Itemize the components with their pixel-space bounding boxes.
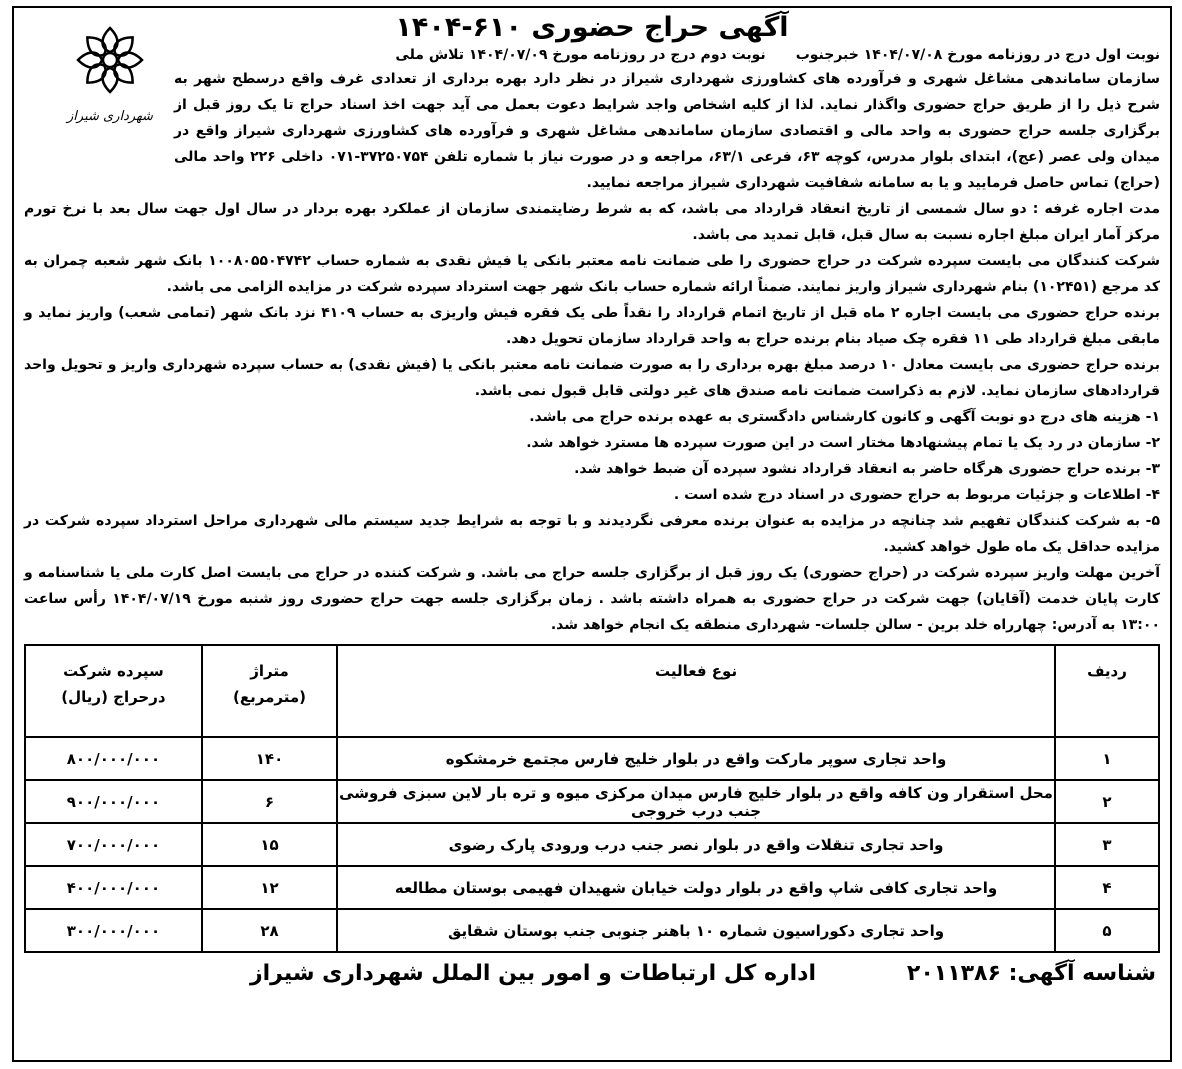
header-deposit-line1: سپرده شرکت — [63, 662, 164, 680]
header-deposit-line2: درحراج (ریال) — [61, 688, 166, 706]
cell-deposit: ۸۰۰/۰۰۰/۰۰۰ — [25, 737, 202, 780]
auction-items-table — [24, 644, 1160, 953]
cell-activity: واحد تجاری کافی شاپ واقع در بلوار دولت خیابان شهیدان فهیمی بوستان مطالعه — [337, 866, 1055, 909]
note-3: ۳- برنده حراج حضوری هرگاه حاضر به انعقاد قرارداد نشود سپرده آن ضبط خواهد شد. — [574, 461, 1160, 477]
cell-activity: واحد تجاری تنقلات واقع در بلوار نصر جنب درب ورودی پارک رضوی — [337, 823, 1055, 866]
cell-area: ۱۲ — [202, 866, 337, 909]
cell-row-number: ۳ — [1055, 823, 1159, 866]
note-1: ۱- هزینه های درج دو نوبت آگهی و کانون کارشناس دادگستری به عهده برنده حراج می باشد. — [529, 409, 1160, 425]
table-row — [25, 866, 1159, 909]
notice-footer — [24, 953, 1160, 993]
shiraz-municipality-logo-icon — [28, 18, 168, 128]
paragraph-deadline: آخرین مهلت واریز سپرده شرکت در (حراج حضوری) یک روز قبل از برگزاری جلسه حراج می باشد. و شرکت کننده در حراج می بایست اصل کارت ملی یا شناسنامه و کارت پایان خدمت (آقایان) جهت شرکت در حراج حضوری به همراه داشته باشد . زمان برگزاری جلسه جهت حراج حضوری روز شنبه مورخ ۱۴۰۴/۰۷/۱۹ رأس ساعت ۱۳:۰۰ به آدرس: چهارراه خلد برین - سالن جلسات- شهرداری منطقه یک انجام خواهد شد. — [24, 565, 1160, 633]
publication-dates — [174, 44, 1160, 66]
publication-first: نوبت اول درج در روزنامه مورخ ۱۴۰۴/۰۷/۰۸ خبرجنوب — [795, 47, 1160, 63]
table-row — [25, 909, 1159, 952]
header-area-line2: (مترمربع) — [233, 688, 306, 706]
cell-deposit: ۹۰۰/۰۰۰/۰۰۰ — [25, 780, 202, 823]
cell-deposit: ۳۰۰/۰۰۰/۰۰۰ — [25, 909, 202, 952]
cell-area: ۶ — [202, 780, 337, 823]
cell-activity: محل استقرار ون کافه واقع در بلوار خلیج فارس میدان مرکزی میوه و تره بار لاین سبزی فروشی جنب درب خروجی — [337, 780, 1055, 823]
cell-row-number: ۴ — [1055, 866, 1159, 909]
cell-area: ۱۵ — [202, 823, 337, 866]
table-header-row — [25, 645, 1159, 737]
paragraph-deposit: شرکت کنندگان می بایست سپرده شرکت در حراج حضوری را طی ضمانت نامه معتبر بانکی یا فیش نقدی به شماره حساب ۱۰۰۸۰۵۵۰۴۷۴۲ بانک شهر شعبه چمران به کد مرجع (۱۰۲۴۵۱) بنام شهرداری شیراز واریز نمایند. ضمناً ارائه شماره حساب بانک شهر جهت استرداد سپرده شرکت در مزایده الزامی می باشد. — [24, 253, 1160, 295]
paragraph-intro: سازمان ساماندهی مشاغل شهری و فرآورده های کشاورزی شهرداری شیراز در نظر دارد بهره برداری از تعدادی غرف واقع درسطح شهر به شرح ذیل را از طریق حراج حضوری واگذار نماید. لذا از کلیه اشخاص واجد شرایط دعوت بعمل می آید جهت اخذ اسناد حراج تا یک روز قبل از برگزاری جلسه حراج حضوری به واحد مالی و اقتصادی سازمان ساماندهی مشاغل شهری و فرآورده های کشاورزی شهرداری شیراز واقع در میدان ولی عصر (عج)، ابتدای بلوار مدرس، کوچه ۶۳، فرعی ۶۳/۱، مراجعه و در صورت نیاز با شماره تلفن ۳۷۲۵۰۷۵۴-۰۷۱ داخلی ۲۲۶ واحد مالی (حراج) تماس حاصل فرمایید و یا به سامانه شفافیت شهرداری شیراز مراجعه نمایید. — [174, 71, 1160, 191]
logo-text: شهرداری شیراز — [67, 109, 153, 124]
cell-deposit: ۴۰۰/۰۰۰/۰۰۰ — [25, 866, 202, 909]
note-5: ۵- به شرکت کنندگان تفهیم شد چنانچه در مزایده به عنوان برنده معرفی نگردیدند و با توجه به شرایط جدید سیستم مالی شهرداری مراحل استرداد سپرده شرکت در مزایده حداقل یک ماه طول خواهد کشید. — [24, 513, 1160, 555]
paragraph-payment: برنده حراج حضوری می بایست اجاره ۲ ماه قبل از تاریخ اتمام قرارداد را نقداً طی یک فقره فیش واریزی به حساب ۴۱۰۹ نزد بانک شهر (تمامی شعب) واریز نماید و مابقی مبلغ قرارداد طی ۱۱ فقره چک صیاد بنام برنده حراج به واحد قرارداد سازمان تحویل دهد. — [24, 305, 1160, 347]
paragraph-lease-term: مدت اجاره غرفه : دو سال شمسی از تاریخ انعقاد قرارداد می باشد، که به شرط رضایتمندی سازمان از عملکرد بهره بردار در سال اول جهت سال بعد با نرخ تورم مرکز آمار ایران مبلغ اجاره نسبت به سال قبل، قابل تمدید می باشد. — [24, 201, 1160, 243]
cell-row-number: ۲ — [1055, 780, 1159, 823]
header-row-number: ردیف — [1055, 645, 1159, 737]
cell-activity: واحد تجاری دکوراسیون شماره ۱۰ باهنر جنوبی جنب بوستان شقایق — [337, 909, 1055, 952]
table-row — [25, 737, 1159, 780]
notice-id: شناسه آگهی: ۲۰۱۱۳۸۶ — [906, 960, 1156, 986]
publication-second: نوبت دوم درج در روزنامه مورخ ۱۴۰۴/۰۷/۰۹ تلاش ملی — [395, 47, 766, 63]
cell-deposit: ۷۰۰/۰۰۰/۰۰۰ — [25, 823, 202, 866]
header-area-line1: متراژ — [250, 662, 289, 680]
cell-row-number: ۱ — [1055, 737, 1159, 780]
header-activity: نوع فعالیت — [337, 645, 1055, 737]
note-4: ۴- اطلاعات و جزئیات مربوط به حراج حضوری در اسناد درج شده است . — [673, 487, 1160, 503]
cell-area: ۲۸ — [202, 909, 337, 952]
header-area — [202, 645, 337, 737]
notice-body — [24, 66, 1160, 638]
table-row — [25, 780, 1159, 823]
notice-title: آگهی حراج حضوری ۶۱۰-۱۴۰۴ — [395, 12, 789, 43]
table-row — [25, 823, 1159, 866]
header-deposit — [25, 645, 202, 737]
note-2: ۲- سازمان در رد یک یا تمام پیشنهادها مختار است در این صورت سپرده ها مسترد خواهد شد. — [526, 435, 1160, 451]
issuing-department: اداره کل ارتباطات و امور بین الملل شهرداری شیراز — [249, 960, 816, 986]
notice-frame — [12, 6, 1172, 1062]
cell-row-number: ۵ — [1055, 909, 1159, 952]
paragraph-guarantee: برنده حراج حضوری می بایست معادل ۱۰ درصد مبلغ بهره برداری را به صورت ضمانت نامه معتبر بانکی یا (فیش نقدی) به حساب سپرده شهرداری واریز و تحویل واحد قراردادهای سازمان نماید. لازم به ذکراست ضمانت نامه صندق های غیر دولتی قابل قبول نمی باشد. — [24, 357, 1160, 399]
cell-activity: واحد تجاری سوپر مارکت واقع در بلوار خلیج فارس مجتمع خرمشکوه — [337, 737, 1055, 780]
cell-area: ۱۴۰ — [202, 737, 337, 780]
